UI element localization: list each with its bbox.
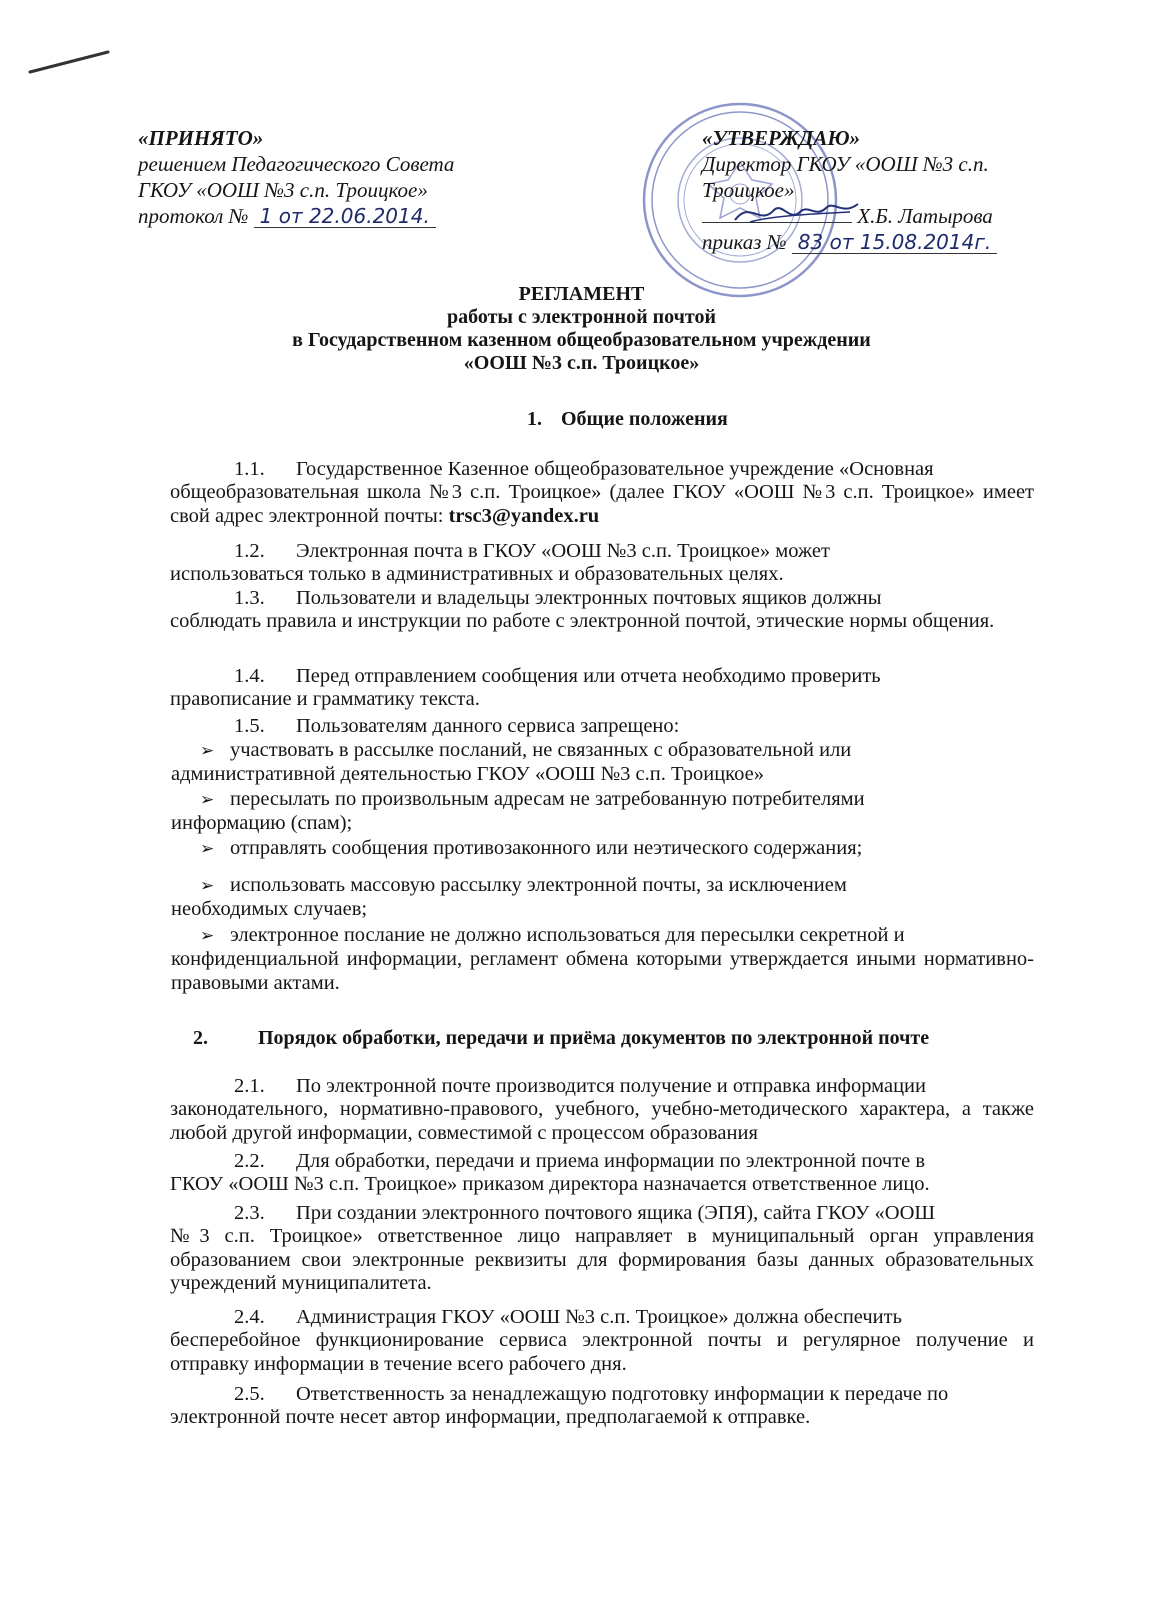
paragraph-number: 1.5.: [234, 715, 265, 737]
paragraph-lead: Пользователям данного сервиса запрещено:: [296, 715, 680, 737]
accepted-title: «ПРИНЯТО»: [138, 126, 264, 150]
school-email: trsc3@yandex.ru: [448, 504, 600, 527]
document-title: [180, 283, 983, 375]
paragraph-number: 1.1.: [234, 458, 265, 480]
bullet-lead: участвовать в рассылке посланий, не связанных с образовательной или: [230, 739, 852, 761]
paragraph-text: законодательного, нормативно-правового, учебного, учебно-методического характера, а также любой другой информации, совместимой с процессом образования: [170, 1098, 1034, 1144]
paragraph-2-3: [170, 1202, 1034, 1296]
paragraph-lead: Электронная почта в ГКОУ «ООШ №3 с.п. Троицкое» может: [296, 540, 830, 562]
paragraph-1-1: [170, 458, 1034, 528]
paragraph-number: 2.3.: [234, 1202, 265, 1224]
paragraph-lead: По электронной почте производится получение и отправка информации: [296, 1075, 926, 1097]
approval-block-accepted: [138, 125, 568, 229]
director-name: Х.Б. Латырова: [857, 204, 993, 228]
paragraph-text: электронной почте несет автор информации, предполагаемой к отправке.: [170, 1406, 811, 1429]
accepted-line-council: решением Педагогического Совета: [138, 152, 455, 176]
paragraph-lead: Перед отправлением сообщения или отчета необходимо проверить: [296, 665, 881, 687]
paragraph-text: общеобразовательная школа №3 с.п. Троицкое» (далее ГКОУ «ООШ №3 с.п. Троицкое» имеет свой адрес электронной почты:: [170, 481, 1034, 527]
paragraph-1-2: [170, 540, 1034, 587]
section-2-number: 2.: [193, 1027, 208, 1049]
scan-mark: [12, 42, 122, 82]
bullet-lead: отправлять сообщения противозаконного или неэтического содержания;: [230, 837, 863, 859]
bullet-item: [171, 739, 1034, 787]
protocol-handwritten: 1 от 22.06.2014.: [254, 205, 436, 228]
approved-signature-line: [702, 203, 1062, 229]
paragraph-2-2: [170, 1150, 1034, 1197]
paragraph-number: 2.2.: [234, 1150, 265, 1172]
paragraph-2-5: [170, 1383, 1034, 1430]
section-2-heading: [193, 1026, 929, 1050]
paragraph-number: 2.4.: [234, 1306, 265, 1328]
paragraph-text: ГКОУ «ООШ №3 с.п. Троицкое» приказом директора назначается ответственное лицо.: [170, 1173, 930, 1196]
bullet-arrow-icon: ➢: [200, 839, 215, 859]
accepted-protocol: [138, 203, 568, 229]
bullet-text: необходимых случаев;: [171, 898, 368, 921]
signature-line: [702, 204, 852, 223]
paragraph-text: правописание и грамматику текста.: [170, 688, 480, 711]
title-line-1: РЕГЛАМЕНТ: [518, 283, 645, 305]
bullet-lead: электронное послание не должно использоваться для пересылки секретной и: [230, 924, 905, 946]
paragraph-lead: Администрация ГКОУ «ООШ №3 с.п. Троицкое» должна обеспечить: [296, 1306, 902, 1328]
order-handwritten: 83 от 15.08.2014г.: [792, 231, 997, 254]
section-1-heading: [527, 407, 728, 431]
approved-order: [702, 229, 1062, 255]
paragraph-2-4: [170, 1306, 1034, 1376]
bullet-item: [171, 837, 1034, 861]
bullet-item: [171, 788, 1034, 836]
bullet-arrow-icon: ➢: [200, 790, 215, 810]
paragraph-lead: Ответственность за ненадлежащую подготовку информации к передаче по: [296, 1383, 949, 1405]
paragraph-lead: Государственное Казенное общеобразовательное учреждение «Основная: [296, 458, 934, 480]
paragraph-text: бесперебойное функционирование сервиса электронной почты и регулярное получение и отправку информации в течение всего рабочего дня.: [170, 1329, 1034, 1375]
bullet-text: административной деятельностью ГКОУ «ООШ №3 с.п. Троицкое»: [171, 763, 764, 786]
paragraph-number: 2.5.: [234, 1383, 265, 1405]
order-label: приказ №: [702, 230, 787, 254]
paragraph-2-1: [170, 1075, 1034, 1145]
paragraph-lead: Для обработки, передачи и приема информации по электронной почте в: [296, 1150, 926, 1172]
paragraph-text: использоваться только в административных и образовательных целях.: [170, 563, 784, 586]
paragraph-lead: Пользователи и владельцы электронных почтовых ящиков должны: [296, 587, 882, 609]
approved-line-director: Директор ГКОУ «ООШ №3 с.п.: [702, 152, 989, 176]
bullet-arrow-icon: ➢: [200, 926, 215, 946]
paragraph-number: 1.4.: [234, 665, 265, 687]
paragraph-text: №3 с.п. Троицкое» ответственное лицо направляет в муниципальный орган управления образованием свои электронные реквизиты для формирования базы данных образовательных учреждений муниципалитета.: [170, 1225, 1034, 1295]
paragraph-text: соблюдать правила и инструкции по работе с электронной почтой, этические нормы общения.: [170, 610, 995, 633]
title-line-4: «ООШ №3 с.п. Троицкое»: [463, 352, 700, 374]
bullet-lead: использовать массовую рассылку электронной почты, за исключением: [230, 874, 847, 896]
protocol-label: протокол №: [138, 204, 249, 228]
bullet-arrow-icon: ➢: [200, 876, 215, 896]
accepted-line-school: ГКОУ «ООШ №3 с.п. Троицкое»: [138, 178, 428, 202]
section-1-number: 1.: [527, 408, 542, 430]
bullet-item: [171, 874, 1034, 922]
section-1-title: Общие положения: [561, 408, 728, 430]
approval-block-approved: [702, 125, 1062, 255]
bullet-arrow-icon: ➢: [200, 741, 215, 761]
approved-title: «УТВЕРЖДАЮ»: [702, 126, 861, 150]
paragraph-lead: При создании электронного почтового ящика (ЭПЯ), сайта ГКОУ «ООШ: [296, 1202, 936, 1224]
paragraph-number: 2.1.: [234, 1075, 265, 1097]
paragraph-1-3: [170, 587, 1034, 634]
bullet-item: [171, 924, 1034, 995]
paragraph-number: 1.3.: [234, 587, 265, 609]
title-line-3: в Государственном казенном общеобразовательном учреждении: [292, 329, 871, 351]
paragraph-1-4: [170, 665, 1034, 712]
bullet-text: конфиденциальной информации, регламент обмена которыми утверждается иными нормативно-правовыми актами.: [171, 948, 1034, 994]
section-2-title: Порядок обработки, передачи и приёма документов по электронной почте: [258, 1027, 930, 1049]
title-line-2: работы с электронной почтой: [447, 306, 716, 328]
paragraph-number: 1.2.: [234, 540, 265, 562]
bullet-text: информацию (спам);: [171, 812, 353, 835]
bullet-lead: пересылать по произвольным адресам не затребованную потребителями: [230, 788, 865, 810]
approved-line-school: Троицкое»: [702, 178, 795, 202]
paragraph-1-5: [170, 715, 1034, 738]
